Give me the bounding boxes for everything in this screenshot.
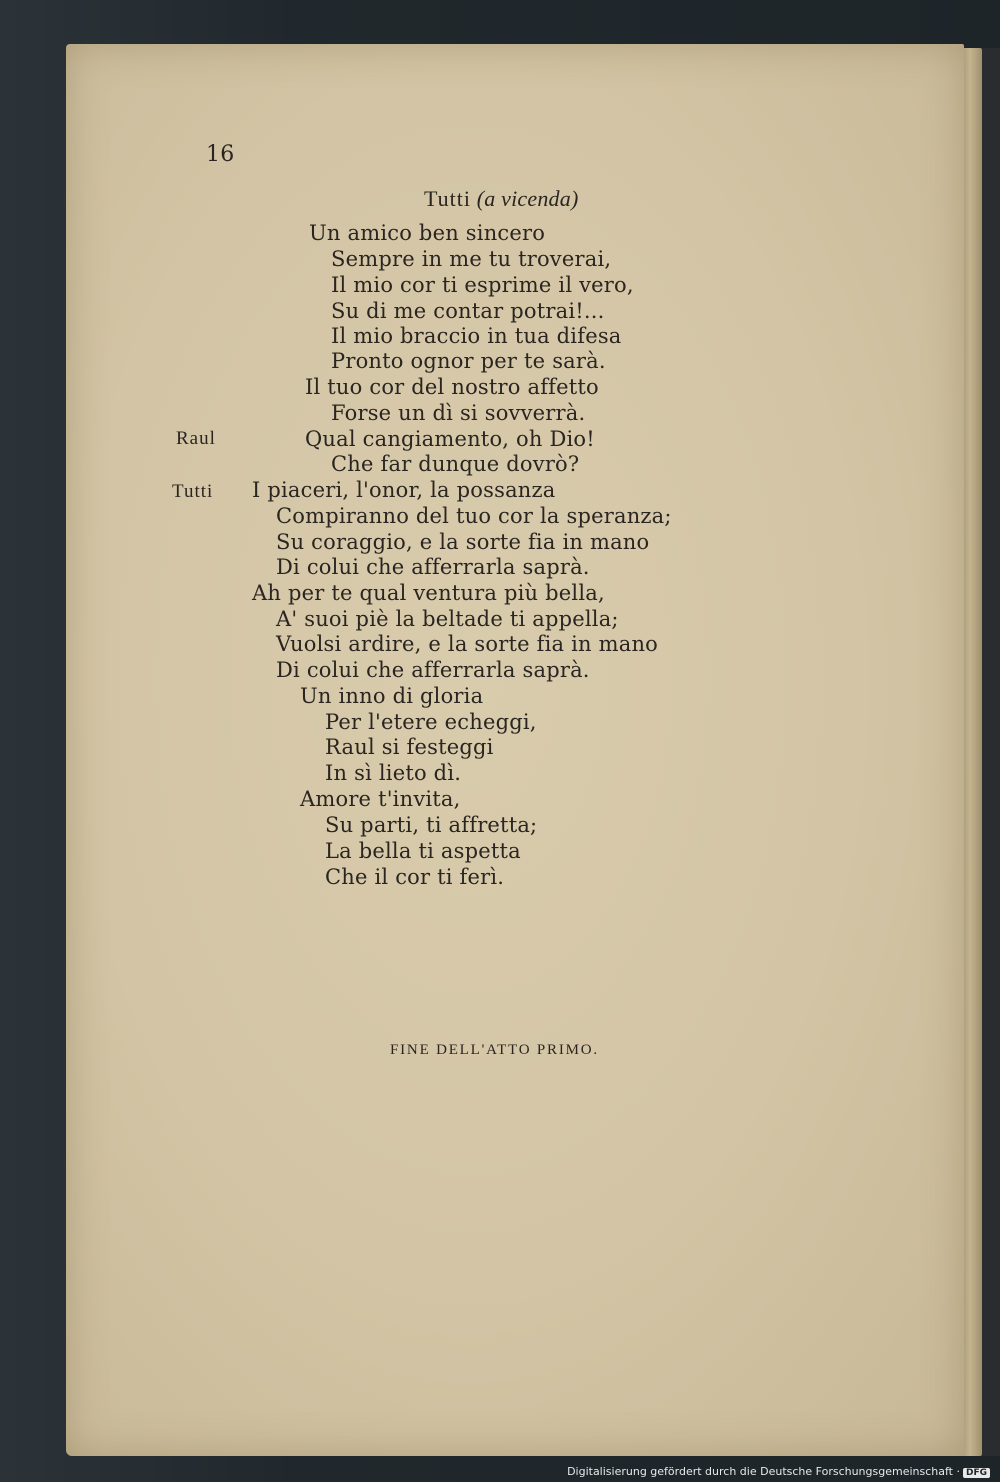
verse-line: Raul si festeggi [325, 735, 494, 759]
verse-line: Sempre in me tu troverai, [331, 247, 612, 271]
heading-speaker: Tutti [424, 186, 472, 211]
verse-line: Il mio braccio in tua difesa [331, 324, 622, 348]
speaker-raul: Raul [176, 428, 216, 449]
verse-line: Di colui che afferrarla saprà. [276, 555, 590, 579]
verse-line: Un amico ben sincero [309, 221, 546, 245]
book-spine [982, 48, 1000, 1456]
page-number: 16 [206, 142, 235, 167]
verse-line: Amore t'invita, [300, 787, 461, 811]
verse-line: Pronto ognor per te sarà. [331, 349, 606, 373]
verse-line: Forse un dì si sovverrà. [331, 401, 586, 425]
verse-line: Su coraggio, e la sorte fia in mano [276, 530, 650, 554]
act-end: FINE DELL'ATTO PRIMO. [390, 1042, 599, 1058]
verse-line: Per l'etere echeggi, [325, 710, 537, 734]
verse-line: Che il cor ti ferì. [325, 865, 505, 889]
dfg-logo: DFG [963, 1468, 990, 1478]
verse-line: Vuolsi ardire, e la sorte fia in mano [276, 632, 659, 656]
heading [424, 186, 578, 212]
verse-line: Ah per te qual ventura più bella, [252, 581, 605, 605]
verse-line: Su di me contar potrai!... [331, 299, 605, 323]
speaker-tutti: Tutti [172, 481, 214, 502]
verse-line: Compiranno del tuo cor la speranza; [276, 504, 672, 528]
verse-line: La bella ti aspetta [325, 839, 521, 863]
verse-line: In sì lieto dì. [325, 761, 462, 785]
verse-line: Il tuo cor del nostro affetto [305, 375, 599, 399]
verse-line: Di colui che afferrarla saprà. [276, 658, 590, 682]
verse-line: Che far dunque dovrò? [331, 452, 580, 476]
verse-line: Un inno di gloria [300, 684, 484, 708]
next-page-edge [962, 48, 982, 1456]
verse-line: Il mio cor ti esprime il vero, [331, 273, 634, 297]
digitization-credit [567, 1465, 990, 1478]
verse-line: Su parti, ti affretta; [325, 813, 538, 837]
verse-line: Qual cangiamento, oh Dio! [305, 427, 595, 451]
verse-line: A' suoi piè la beltade ti appella; [276, 607, 619, 631]
verse-line: I piaceri, l'onor, la possanza [252, 478, 556, 502]
credit-text: Digitalisierung gefördert durch die Deutsche Forschungsgemeinschaft · [567, 1465, 960, 1478]
stage-direction: (a vicenda) [476, 186, 579, 211]
